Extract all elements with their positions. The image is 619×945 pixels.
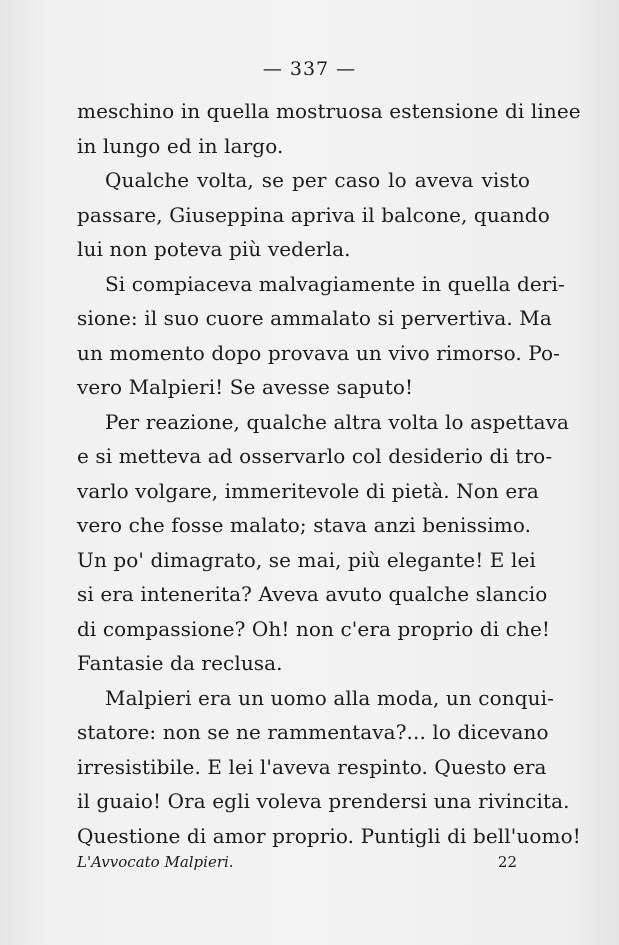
text-line: Un po' dimagrato, se mai, più elegante! E lei	[77, 547, 536, 572]
text-line: in lungo ed in largo.	[77, 133, 284, 158]
signature-mark: 22	[497, 853, 517, 871]
text-line: Qualche volta, se per caso lo aveva visto	[105, 168, 530, 192]
text-line: Questione di amor proprio. Puntigli di bell'uomo!	[77, 823, 581, 848]
text-line: varlo volgare, immeritevole di pietà. Non era	[77, 478, 539, 503]
text-line: statore: non se ne rammentava?... lo dicevano	[77, 720, 549, 744]
text-line: passare, Giuseppina apriva il balcone, quando	[77, 202, 550, 227]
text-line: di compassione? Oh! non c'era proprio di che!	[77, 616, 551, 641]
text-line: il guaio! Ora egli voleva prendersi una rivincita.	[77, 789, 570, 813]
text-line: vero che fosse malato; stava anzi benissimo.	[77, 513, 532, 537]
text-line: Malpieri era un uomo alla moda, un conqui-	[105, 685, 554, 710]
text-line: irresistibile. E lei l'aveva respinto. Questo era	[77, 754, 547, 779]
text-line: un momento dopo provava un vivo rimorso. Po-	[77, 340, 561, 365]
page-number: — 337 —	[262, 58, 357, 80]
text-line: e si metteva ad osservarlo col desiderio di tro-	[77, 444, 553, 468]
text-line: meschino in quella mostruosa estensione di linee	[77, 99, 581, 123]
running-title: L'Avvocato Malpieri.	[77, 853, 234, 871]
text-line: Fantasie da reclusa.	[77, 651, 283, 675]
text-line: vero Malpieri! Se avesse saputo!	[77, 375, 414, 399]
text-line: Per reazione, qualche altra volta lo aspettava	[105, 409, 570, 434]
text-line: Si compiaceva malvagiamente in quella deri-	[105, 271, 565, 296]
text-line: si era intenerita? Aveva avuto qualche slancio	[77, 582, 548, 606]
text-line: lui non poteva più vederla.	[77, 237, 351, 261]
text-line: sione: il suo cuore ammalato si pervertiva. Ma	[77, 306, 552, 330]
body-text	[77, 94, 581, 853]
